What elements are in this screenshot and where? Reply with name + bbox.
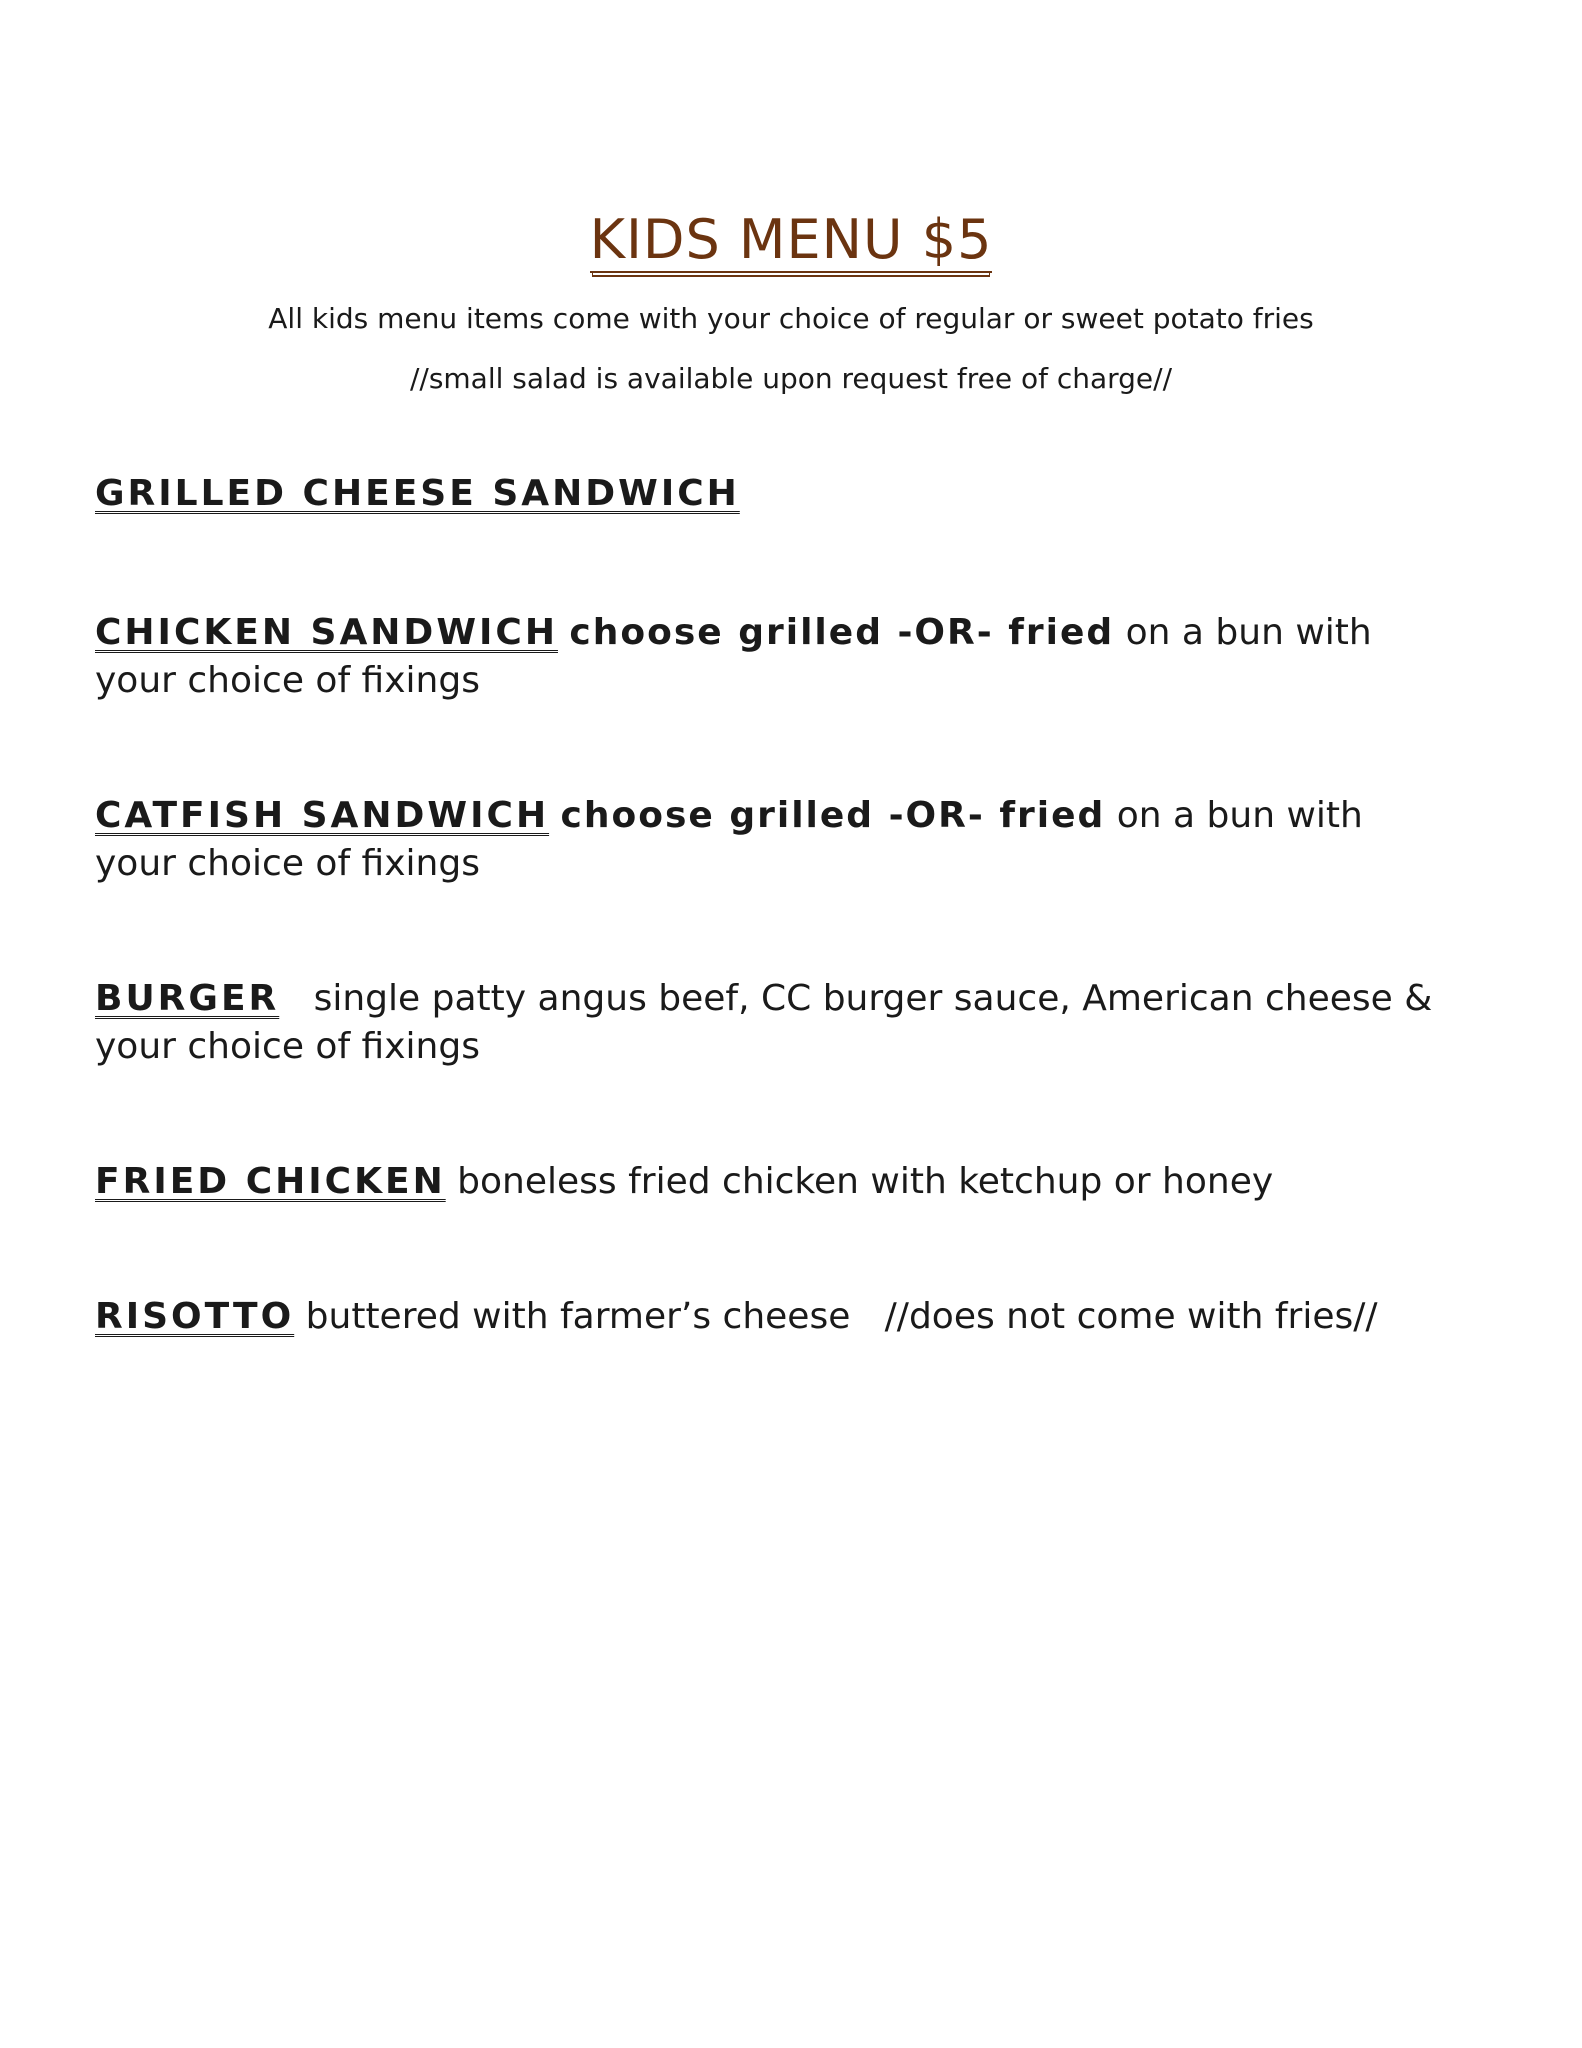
menu-item-description: buttered with farmer’s cheese //does not come with fries// (305, 1296, 1378, 1337)
menu-item-grilled-cheese (95, 470, 1455, 518)
menu-item-fried-chicken (95, 1158, 1455, 1206)
menu-item-description: boneless fried chicken with ketchup or honey (457, 1161, 1274, 1202)
page-title-text: KIDS MENU $5 (590, 210, 993, 273)
menu-item-chicken-sandwich (95, 609, 1455, 705)
menu-item-description: on a bun with your choice of fixings (95, 795, 1363, 884)
page-title (0, 210, 1582, 273)
menu-item-option: choose grilled -OR- fried (569, 612, 1115, 653)
menu-item-option: choose grilled -OR- fried (560, 795, 1106, 836)
menu-item-description: single patty angus beef, CC burger sauce, American cheese & your choice of fixings (95, 978, 1433, 1067)
menu-item-catfish-sandwich (95, 792, 1455, 888)
subtitle-fries-note: All kids menu items come with your choice of regular or sweet potato fries (268, 302, 1314, 335)
menu-item-name: FRIED CHICKEN (95, 1161, 446, 1202)
menu-item-risotto (95, 1293, 1455, 1341)
menu-item-name: GRILLED CHEESE SANDWICH (95, 473, 740, 514)
menu-item-name: BURGER (95, 978, 280, 1019)
menu-item-name: CATFISH SANDWICH (95, 795, 550, 836)
menu-item-description: on a bun with your choice of fixings (95, 612, 1372, 701)
menu-item-name: RISOTTO (95, 1296, 295, 1337)
menu-item-name: CHICKEN SANDWICH (95, 612, 558, 653)
menu-item-burger (95, 975, 1455, 1071)
subtitle-salad-note: //small salad is available upon request free of charge// (409, 362, 1173, 395)
